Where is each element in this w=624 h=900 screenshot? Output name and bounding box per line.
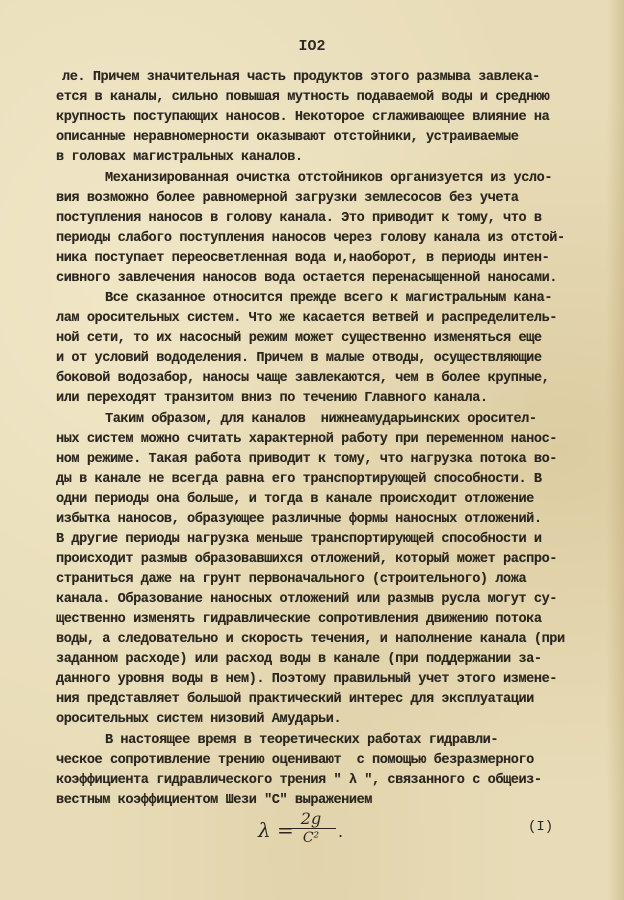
- page-edge-shadow: [606, 0, 624, 900]
- text-line: описанные неравномерности оказывают отстойники, устраиваемые: [56, 130, 519, 145]
- text-line: данного уровня воды в нем). Поэтому правильный учет этого измене-: [56, 672, 557, 687]
- text-line: одни периоды она больше, и тогда в канале происходит отложение: [56, 492, 534, 507]
- text-line: ческое сопротивление трению оценивают с помощью безразмерного: [56, 753, 534, 768]
- paragraph-start: Таким образом, для каналов нижнеамударьинских оросител-: [105, 412, 537, 427]
- text-line: в головах магистральных каналов.: [56, 150, 303, 165]
- text-line: лам оросительных систем. Что же касается ветвей и распределитель-: [56, 311, 557, 326]
- formula-period: .: [338, 822, 344, 841]
- text-line: вестным коэффициентом Шези "С" выражением: [56, 793, 373, 808]
- formula-denominator: C²: [302, 830, 320, 846]
- text-line: ды в канале не всегда равна его транспортирующей способности. В: [56, 472, 542, 487]
- text-line: ется в каналы, сильно повышая мутность подаваемой воды и среднюю: [56, 90, 550, 105]
- formula-numerator: 2g: [286, 810, 336, 829]
- page-number: IO2: [298, 38, 326, 55]
- text-line: ника поступает переосветленная вода и,наоборот, в периоды интен-: [56, 251, 550, 266]
- text-line: или переходят транзитом вниз по течению Главного канала.: [56, 391, 488, 406]
- text-line: щественно изменять гидравлические сопротивления движению потока: [56, 612, 542, 627]
- text-line: боковой водозабор, наносы чаще завлекаются, чем в более крупные,: [56, 371, 550, 386]
- formula-lhs: λ =: [258, 818, 294, 842]
- text-line: канала. Образование наносных отложений или размыв русла могут су-: [56, 592, 557, 607]
- formula-fraction: [286, 810, 336, 847]
- text-line: происходит размыв образовавшихся отложений, который может распро-: [56, 552, 557, 567]
- text-line: и от условий вододеления. Причем в малые отводы, осуществляющие: [56, 351, 542, 366]
- equation-number: (I): [528, 819, 554, 835]
- text-line: оросительных систем низовий Амударьи.: [56, 712, 342, 727]
- text-line: В другие периоды нагрузка меньше транспортирующей способности и: [56, 532, 542, 547]
- paragraph-start: Механизированная очистка отстойников организуется из усло-: [105, 171, 553, 186]
- text-line: ных систем можно считать характерной работу при переменном нанос-: [56, 432, 557, 447]
- paragraph-start: В настоящее время в теоретических работах гидравли-: [105, 733, 499, 748]
- paragraph-start: Все сказанное относится прежде всего к магистральным кана-: [105, 291, 553, 306]
- text-line: периоды слабого поступления наносов через голову канала из отстой-: [56, 231, 565, 246]
- text-line: поступления наносов в голову канала. Это приводит к тому, что в: [56, 211, 542, 226]
- text-line: коэффициента гидравлического трения " λ ", связанного с общеиз-: [56, 773, 542, 788]
- text-line: ния представляет большой практический интерес для эксплуатации: [56, 692, 534, 707]
- text-line: ном режиме. Такая работа приводит к тому, что нагрузка потока во-: [56, 452, 557, 467]
- text-line: ле. Причем значительная часть продуктов этого размыва завлека-: [62, 70, 540, 85]
- text-line: страниться даже на грунт первоначального (строительного) ложа: [56, 572, 527, 587]
- text-line: сивного завлечения наносов вода остается перенасыщенной наносами.: [56, 271, 557, 286]
- text-line: крупность поступающих наносов. Некоторое сглаживающее влияние на: [56, 110, 550, 125]
- text-line: вия возможно более равномерной загрузки землесосов без учета: [56, 191, 519, 206]
- text-line: ной сети, то их насосный режим может существенно изменяться еще: [56, 331, 542, 346]
- formula: [258, 810, 398, 860]
- text-line: воды, а следовательно и скорость течения, и наполнение канала (при: [56, 632, 565, 647]
- text-line: избытка наносов, образующее различные формы наносных отложений.: [56, 512, 542, 527]
- text-line: заданном расходе) или расход воды в канале (при поддержании за-: [56, 652, 542, 667]
